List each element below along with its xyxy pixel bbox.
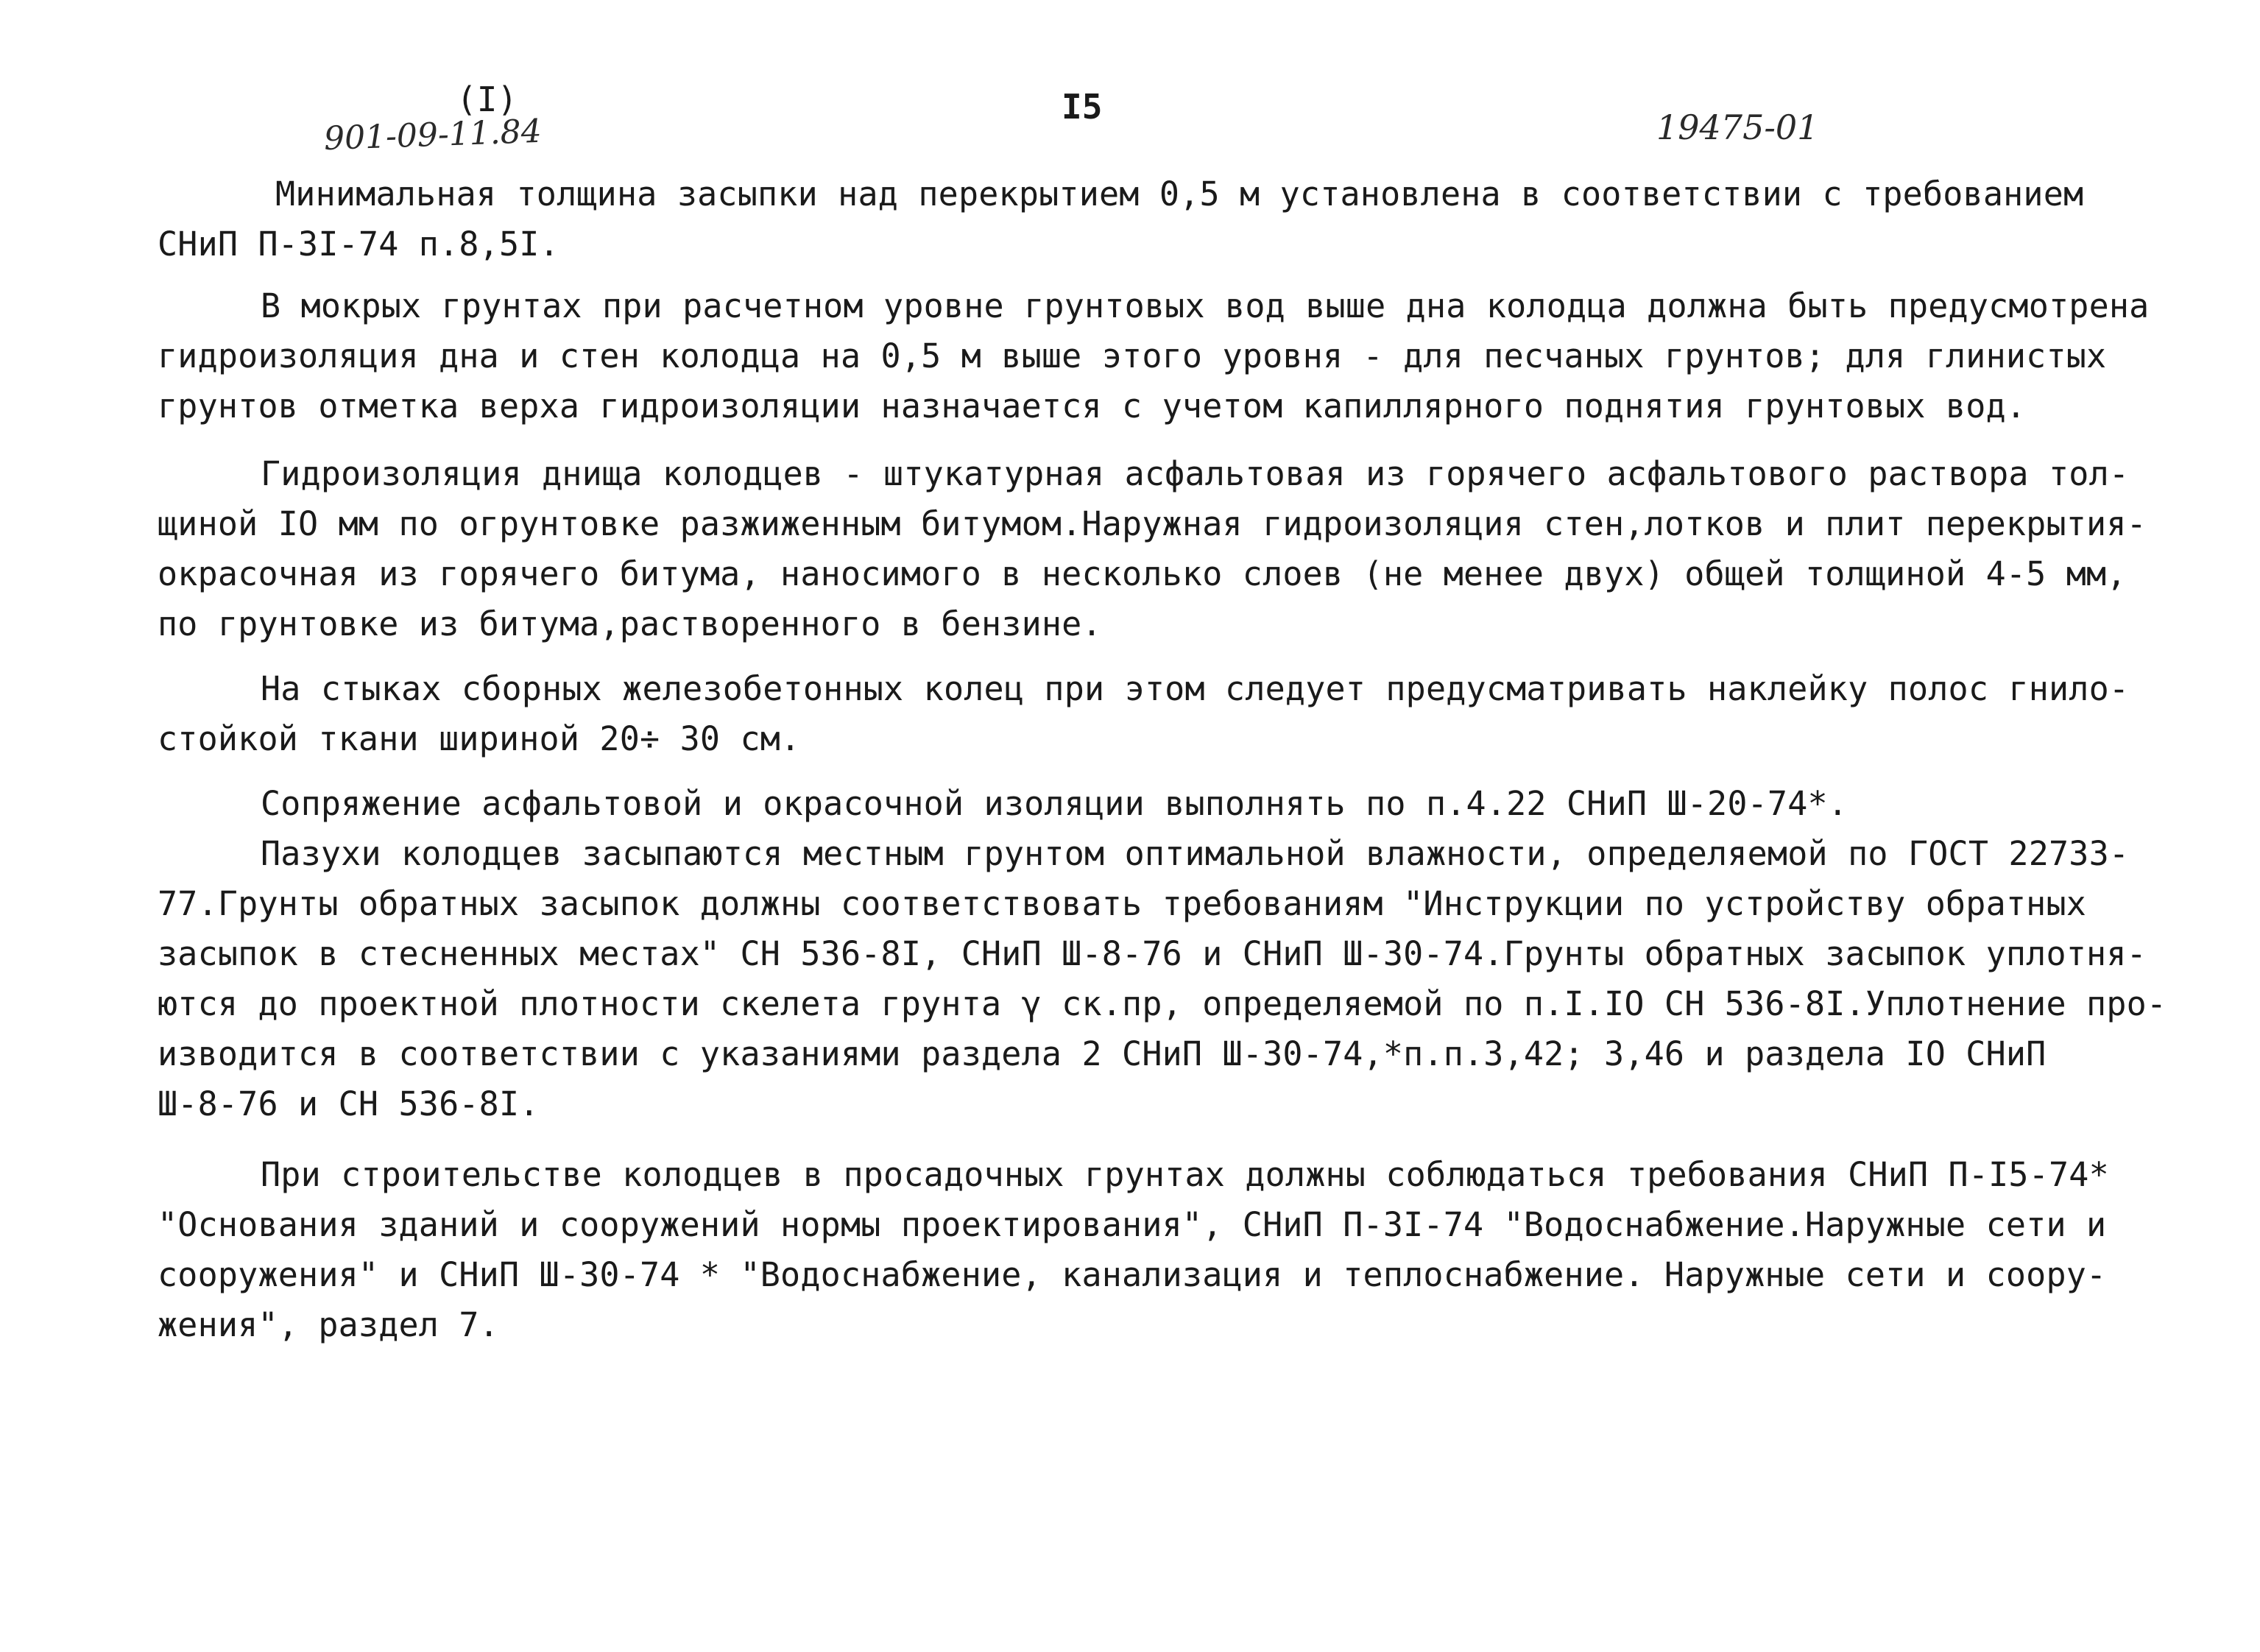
text-line: "Основания зданий и сооружений нормы проектирования", СНиП П-3I-74 "Водоснабжение.Наружные сети и (158, 1205, 2107, 1244)
handwritten-doc-number: 901-09-11.84 (323, 112, 543, 158)
section-marker: (I) (456, 80, 518, 119)
paragraph-subsiding-soils (158, 1150, 2145, 1350)
text-line: сооружения" и СНиП Ш-30-74 * "Водоснабжение, канализация и теплоснабжение. Наружные сети и соору- (158, 1255, 2107, 1294)
text-line: гидроизоляция дна и стен колодца на 0,5 м выше этого уровня - для песчаных грунтов; для глинистых (158, 336, 2107, 375)
text-line: Гидроизоляция днища колодцев - штукатурная асфальтовая из горячего асфальтового раствора тол- (261, 454, 2130, 493)
text-line: Ш-8-76 и СН 536-8I. (158, 1084, 540, 1123)
handwritten-code: 19475-01 (1656, 107, 1819, 147)
text-line: Пазухи колодцев засыпаются местным грунтом оптимальной влажности, определяемой по ГОСТ 22733- (261, 834, 2130, 873)
text-line: жения", раздел 7. (158, 1305, 499, 1344)
paragraph-insulation-joint (158, 779, 2145, 829)
text-line: 77.Грунты обратных засыпок должны соответствовать требованиям "Инструкции по устройству обратных (158, 884, 2087, 923)
text-line: Минимальная толщина засыпки над перекрытием 0,5 м установлена в соответствии с требованием (275, 174, 2084, 213)
text-line: На стыках сборных железобетонных колец при этом следует предусматривать наклейку полос гнило- (261, 669, 2130, 708)
paragraph-min-thickness (158, 169, 2260, 269)
text-line: СНиП П-3I-74 п.8,5I. (158, 225, 559, 264)
text-line: щиной IO мм по огрунтовке разжиженным битумом.Наружная гидроизоляция стен,лотков и плит перекрытия- (158, 504, 2147, 543)
text-line: засыпок в стесненных местах" СН 536-8I, СНиП Ш-8-76 и СНиП Ш-30-74.Грунты обратных засыпок уплотня- (158, 934, 2147, 973)
paragraph-backfill (158, 829, 2167, 1129)
text-line: В мокрых грунтах при расчетном уровне грунтовых вод выше дна колодца должна быть предусмотрена (261, 286, 2150, 325)
text-line: ются до проектной плотности скелета грунта γ ск.пр, определяемой по п.I.IO СН 536-8I.Уплотнение про- (158, 984, 2167, 1023)
text-line: Сопряжение асфальтовой и окрасочной изоляции выполнять по п.4.22 СНиП Ш-20-74*. (261, 784, 1848, 823)
text-line: грунтов отметка верха гидроизоляции назначается с учетом капиллярного поднятия грунтовых вод. (158, 386, 2027, 426)
paragraph-waterproofing (158, 449, 2145, 649)
paragraph-wet-soils (158, 281, 2150, 431)
text-line: стойкой ткани шириной 20÷ 30 см. (158, 719, 801, 758)
text-line: При строительстве колодцев в просадочных грунтах должны соблюдаться требования СНиП П-I5-74* (261, 1155, 2109, 1194)
text-line: окрасочная из горячего битума, наносимого в несколько слоев (не менее двух) общей толщиной 4-5 мм, (158, 554, 2127, 593)
text-line: изводится в соответствии с указаниями раздела 2 СНиП Ш-30-74,*п.п.3,42; 3,46 и раздела IO СНиП (158, 1034, 2047, 1073)
page-number: I5 (1062, 87, 1103, 127)
paragraph-ring-joints (158, 664, 2145, 764)
text-line: по грунтовке из битума,растворенного в бензине. (158, 604, 1102, 643)
